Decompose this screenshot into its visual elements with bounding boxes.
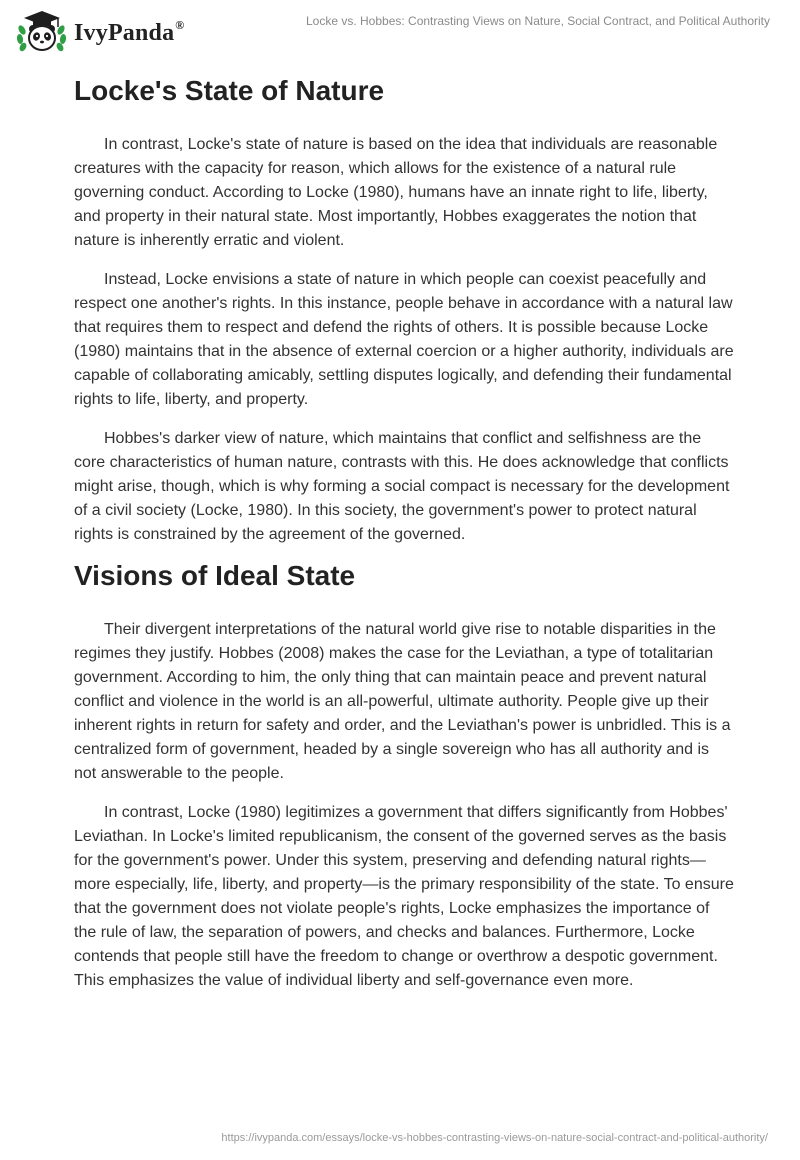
ivypanda-logo[interactable] [14, 8, 184, 54]
page-header [0, 0, 800, 60]
registered-mark: ® [175, 17, 185, 32]
document-title: Locke vs. Hobbes: Contrasting Views on Nature, Social Contract, and Political Authority [305, 14, 770, 28]
panda-graduation-cap-icon [14, 8, 70, 54]
section-heading-lockes-state-of-nature: Locke's State of Nature [74, 75, 385, 106]
paragraph: In contrast, Locke's state of nature is based on the idea that individuals are reasonable creatures with the capacity for reason, which allows for the existence of a natural rule governing conduct. According to Locke (1980), humans have an innate right to life, liberty, and property in their natural state. Most importantly, Hobbes exaggerates the notion that nature is inherently erratic and violent. [74, 136, 718, 249]
paragraph: In contrast, Locke (1980) legitimizes a government that differs significantly from Hobbes' Leviathan. In Locke's limited republicanism, the consent of the governed serves as the basis for the government's power. Under this system, preserving and defending natural rights—more especially, life, liberty, and property—is the primary responsibility of the state. To ensure that the government does not violate people's rights, Locke emphasizes the importance of the rule of law, the separation of powers, and checks and balances. Furthermore, Locke contends that people still have the freedom to change or overthrow a despotic government. This emphasizes the value of individual liberty and self-governance even more. [74, 804, 734, 989]
source-url-link[interactable]: https://ivypanda.com/essays/locke-vs-hobbes-contrasting-views-on-nature-social-contract-and-political-authority/ [221, 1132, 768, 1144]
essay-content [74, 66, 734, 993]
paragraph: Their divergent interpretations of the natural world give rise to notable disparities in the regimes they justify. Hobbes (2008) makes the case for the Leviathan, a type of totalitarian government. According to him, the only thing that can maintain peace and prevent natural conflict and violence in the world is an all-powerful, ultimate authority. People give up their inherent rights in return for safety and order, and the Leviathan's power is unbridled. This is a centralized form of government, headed by a single sovereign who has all authority and is not answerable to the people. [74, 621, 731, 782]
paragraph: Instead, Locke envisions a state of nature in which people can coexist peacefully and respect one another's rights. In this instance, people behave in accordance with a natural law that requires them to respect and defend the rights of others. It is possible because Locke (1980) maintains that in the absence of external coercion or a higher authority, individuals are capable of collaborating amicably, settling disputes logically, and defending their fundamental rights to life, liberty, and property. [74, 271, 734, 408]
logo-wordmark [74, 17, 185, 47]
section-heading-visions-of-ideal-state: Visions of Ideal State [74, 560, 356, 591]
logo-name: IvyPanda [74, 19, 175, 46]
paragraph: Hobbes's darker view of nature, which maintains that conflict and selfishness are the core characteristics of human nature, contrasts with this. He does acknowledge that conflicts might arise, though, which is why forming a social compact is necessary for the development of a civil society (Locke, 1980). In this society, the government's power to protect natural rights is constrained by the agreement of the governed. [74, 430, 730, 543]
